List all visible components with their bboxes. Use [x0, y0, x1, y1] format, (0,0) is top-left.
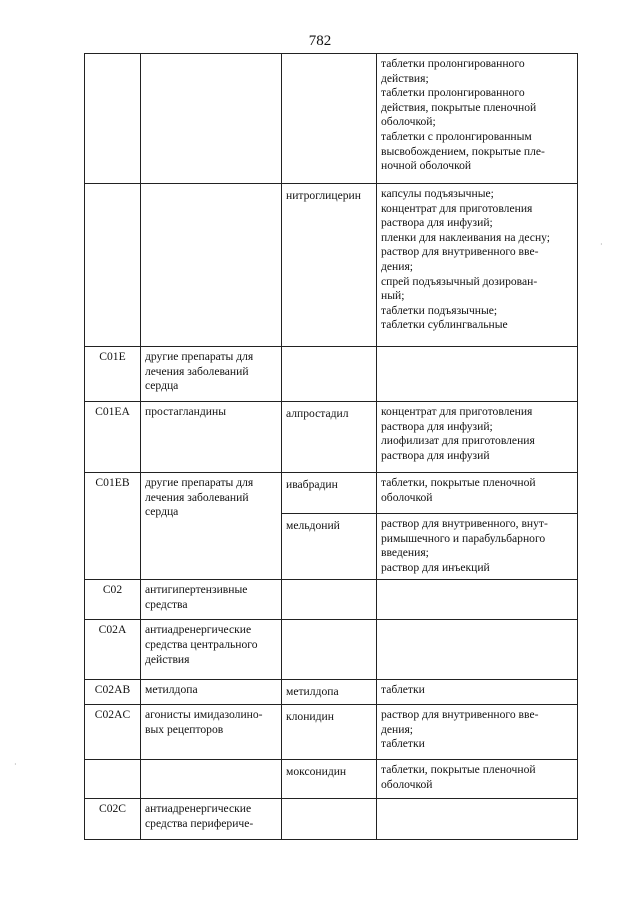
dosage-forms-cell: [377, 54, 578, 184]
table-row: [85, 347, 578, 402]
pharmacological-group-cell: [141, 759, 282, 798]
dosage-form-line: таблетки с пролонгированным: [381, 129, 532, 143]
dosage-form-line: таблетки, покрытые пленочной: [381, 476, 536, 489]
inn-cell: моксонидин: [282, 759, 377, 798]
atc-code-cell: [85, 54, 141, 184]
dosage-form-line: таблетки пролонгированного: [381, 57, 525, 70]
group-line: сердца: [145, 379, 179, 393]
dosage-form-line: таблетки пролонгированного: [381, 86, 525, 100]
dosage-forms-cell: [377, 759, 578, 798]
scan-mark: ·: [14, 760, 17, 769]
table-row: [85, 402, 578, 473]
group-line: средства центрального: [145, 637, 258, 651]
page-number: 782: [308, 33, 332, 49]
dosage-form-line: таблетки: [381, 737, 425, 751]
pharmacological-group-cell: [141, 620, 282, 680]
dosage-form-line: концентрат для приготовления: [381, 201, 533, 215]
dosage-form-line: оболочкой: [381, 490, 433, 504]
dosage-form-line: концентрат для приготовления: [381, 405, 533, 418]
group-line: другие препараты для: [145, 476, 254, 489]
group-line: средства: [145, 597, 188, 611]
atc-code-cell: C02AC: [85, 704, 141, 759]
dosage-form-line: таблетки подъязычные;: [381, 303, 498, 317]
dosage-form-line: спрей подъязычный дозирован-: [381, 274, 538, 288]
atc-code-cell: [85, 184, 141, 347]
inn-cell: [282, 54, 377, 184]
dosage-form-line: таблетки, покрытые пленочной: [381, 762, 536, 776]
pharmacological-group-cell: [141, 798, 282, 839]
scan-mark: ·: [600, 240, 603, 249]
dosage-forms-cell: [377, 514, 578, 580]
dosage-form-line: действия;: [381, 71, 429, 85]
inn-cell: нитроглицерин: [282, 184, 377, 347]
group-line: средства перифериче-: [145, 816, 254, 830]
atc-drug-table: [84, 53, 578, 840]
dosage-form-line: дения;: [381, 722, 414, 736]
atc-code-cell: C02A: [85, 620, 141, 680]
dosage-form-line: оболочкой;: [381, 115, 436, 129]
dosage-form-line: дения;: [381, 259, 414, 273]
group-line: другие препараты для: [145, 350, 254, 363]
pharmacological-group-cell: [141, 704, 282, 759]
dosage-form-line: раствора для инфузий;: [381, 419, 493, 433]
pharmacological-group-cell: [141, 580, 282, 620]
atc-code-cell: C02AB: [85, 680, 141, 705]
dosage-form-line: капсулы подъязычные;: [381, 187, 494, 200]
dosage-form-line: действия, покрытые пленочной: [381, 100, 537, 114]
dosage-form-line: раствор для внутривенного вве-: [381, 707, 539, 721]
table-row: [85, 54, 578, 184]
dosage-form-line: таблетки сублингвальные: [381, 318, 508, 332]
dosage-forms-cell: [377, 680, 578, 705]
table-row: [85, 759, 578, 798]
inn-cell: метилдопа: [282, 680, 377, 705]
dosage-form-line: раствор для инъекций: [381, 560, 490, 574]
dosage-form-line: пленки для наклеивания на десну;: [381, 230, 551, 244]
table-row: [85, 620, 578, 680]
dosage-forms-cell: [377, 704, 578, 759]
group-line: действия: [145, 652, 190, 666]
dosage-forms-cell: [377, 580, 578, 620]
inn-cell: [282, 798, 377, 839]
dosage-form-line: раствор для внутривенного вве-: [381, 245, 539, 259]
group-line: простагландины: [145, 405, 226, 418]
dosage-forms-cell: [377, 184, 578, 347]
dosage-form-line: раствора для инфузий: [381, 448, 490, 462]
pharmacological-group-cell: [141, 473, 282, 580]
table-row: [85, 184, 578, 347]
group-line: антигипертензивные: [145, 583, 248, 597]
group-line: лечения заболеваний: [145, 364, 249, 378]
table-row: [85, 704, 578, 759]
dosage-form-line: ный;: [381, 289, 405, 303]
dosage-form-line: ночной оболочкой: [381, 159, 472, 173]
group-line: сердца: [145, 505, 179, 519]
inn-cell: [282, 347, 377, 402]
inn-cell: [282, 580, 377, 620]
inn-cell: ивабрадин: [282, 473, 377, 514]
inn-cell: мельдоний: [282, 514, 377, 580]
dosage-forms-cell: [377, 402, 578, 473]
dosage-form-line: оболочкой: [381, 777, 433, 791]
inn-cell: клонидин: [282, 704, 377, 759]
dosage-forms-cell: [377, 798, 578, 839]
dosage-form-line: раствора для инфузий;: [381, 216, 493, 230]
pharmacological-group-cell: [141, 402, 282, 473]
group-line: метилдопа: [145, 683, 198, 697]
dosage-form-line: введения;: [381, 546, 429, 560]
inn-cell: [282, 620, 377, 680]
dosage-form-line: лиофилизат для приготовления: [381, 434, 535, 448]
dosage-form-line: таблетки: [381, 683, 425, 697]
group-line: антиадренергические: [145, 623, 252, 637]
pharmacological-group-cell: [141, 347, 282, 402]
dosage-form-line: римышечного и парабульбарного: [381, 531, 546, 545]
group-line: лечения заболеваний: [145, 490, 249, 504]
atc-code-cell: C01EB: [85, 473, 141, 580]
group-line: агонисты имидазолино-: [145, 707, 263, 721]
dosage-forms-cell: [377, 473, 578, 514]
atc-code-cell: C01E: [85, 347, 141, 402]
dosage-forms-cell: [377, 347, 578, 402]
pharmacological-group-cell: [141, 680, 282, 705]
atc-code-cell: C01EA: [85, 402, 141, 473]
table-row: [85, 680, 578, 705]
pharmacological-group-cell: [141, 184, 282, 347]
pharmacological-group-cell: [141, 54, 282, 184]
dosage-form-line: высвобождением, покрытые пле-: [381, 144, 545, 158]
atc-code-cell: C02C: [85, 798, 141, 839]
atc-code-cell: C02: [85, 580, 141, 620]
table-row: [85, 580, 578, 620]
table-row: [85, 473, 578, 514]
dosage-forms-cell: [377, 620, 578, 680]
group-line: вых рецепторов: [145, 722, 224, 736]
atc-code-cell: [85, 759, 141, 798]
group-line: антиадренергические: [145, 801, 252, 815]
inn-cell: алпростадил: [282, 402, 377, 473]
table-row: [85, 798, 578, 839]
dosage-form-line: раствор для внутривенного, внут-: [381, 517, 548, 530]
